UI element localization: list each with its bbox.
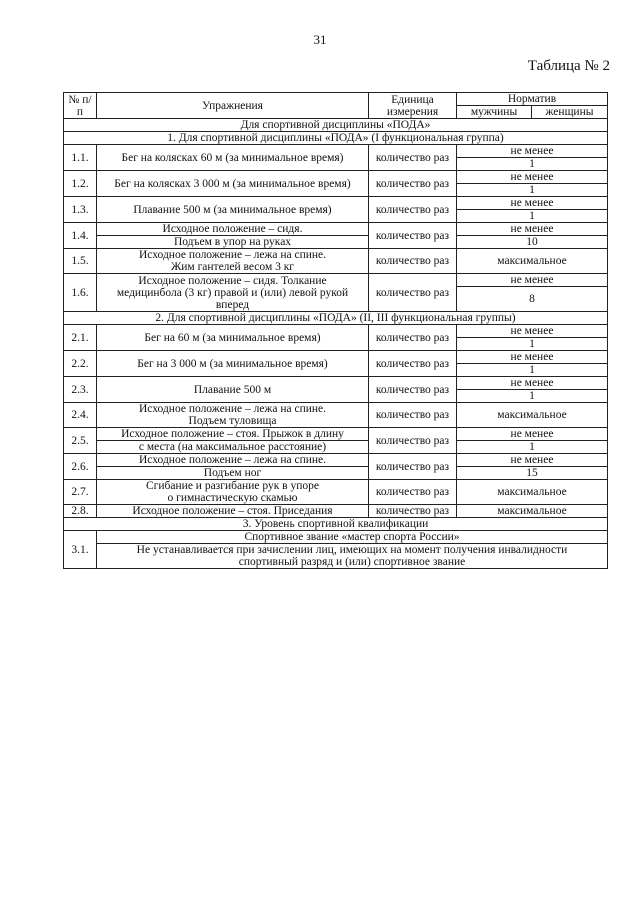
rank-note-line: спортивный разряд и (или) спортивное звание <box>238 556 466 568</box>
row-number: 1.3. <box>64 197 97 223</box>
row-number: 2.2. <box>64 351 97 377</box>
unit-cell: количество раз <box>369 377 457 403</box>
norm-value: 1 <box>457 184 608 197</box>
row-number: 1.2. <box>64 171 97 197</box>
unit-cell: количество раз <box>369 454 457 480</box>
row-number: 2.5. <box>64 428 97 454</box>
table-caption: Таблица № 2 <box>527 58 610 74</box>
unit-cell: количество раз <box>369 223 457 249</box>
norm-value: 8 <box>457 287 608 312</box>
exercise-line: вперед <box>215 298 250 311</box>
rank-note-line: Не устанавливается при зачислении лиц, имеющих на момент получения инвалидности <box>136 544 568 556</box>
norm-label: не менее <box>457 428 608 441</box>
norm-max: максимальное <box>457 403 608 428</box>
unit-cell: количество раз <box>369 480 457 505</box>
exercise-line: Исходное положение – лежа на спине. <box>138 403 327 415</box>
exercise-line: Исходное положение – сидя. Толкание <box>138 274 327 287</box>
page-number: 31 <box>313 32 327 47</box>
exercise-cell <box>97 274 369 312</box>
exercise-cell: Бег на 60 м (за минимальное время) <box>97 325 369 351</box>
norm-value: 1 <box>457 210 608 223</box>
exercise-line: Сгибание и разгибание рук в упоре <box>146 480 319 492</box>
norm-value: 1 <box>457 338 608 351</box>
exercise-line: медицинбола (3 кг) правой и (или) левой рукой <box>116 286 349 299</box>
norm-label: не менее <box>457 325 608 338</box>
exercise-cell: Бег на колясках 3 000 м (за минимальное время) <box>97 171 369 197</box>
row-number: 2.1. <box>64 325 97 351</box>
norm-max: максимальное <box>457 249 608 274</box>
row-number: 1.4. <box>64 223 97 249</box>
header-num: № п/п <box>64 93 97 119</box>
unit-cell: количество раз <box>369 145 457 171</box>
unit-cell: количество раз <box>369 403 457 428</box>
norm-value: 1 <box>457 441 608 454</box>
section-2-title: 2. Для спортивной дисциплины «ПОДА» (II, III функциональная группы) <box>64 312 608 325</box>
exercise-line: Исходное положение – лежа на спине. <box>97 454 369 467</box>
row-number: 2.3. <box>64 377 97 403</box>
exercise-line: Подъем ног <box>97 467 369 480</box>
unit-cell: количество раз <box>369 505 457 518</box>
unit-cell: количество раз <box>369 249 457 274</box>
norm-value: 15 <box>457 467 608 480</box>
norm-label: не менее <box>457 171 608 184</box>
row-number: 2.6. <box>64 454 97 480</box>
exercise-cell: Бег на колясках 60 м (за минимальное время) <box>97 145 369 171</box>
norm-max: максимальное <box>457 480 608 505</box>
exercise-line: Жим гантелей весом 3 кг <box>170 261 295 273</box>
exercise-cell: Плавание 500 м <box>97 377 369 403</box>
header-unit: Единица измерения <box>369 93 457 119</box>
norm-label: не менее <box>457 223 608 236</box>
norm-max: максимальное <box>457 505 608 518</box>
standards-table <box>63 92 608 569</box>
header-norm: Норматив <box>457 93 608 106</box>
norm-label: не менее <box>457 145 608 158</box>
exercise-cell: Плавание 500 м (за минимальное время) <box>97 197 369 223</box>
unit-cell: количество раз <box>369 428 457 454</box>
exercise-cell <box>97 249 369 274</box>
unit-cell: количество раз <box>369 171 457 197</box>
exercise-line: Подъем в упор на руках <box>97 236 369 249</box>
norm-value: 1 <box>457 364 608 377</box>
norm-value: 1 <box>457 390 608 403</box>
exercise-cell: Бег на 3 000 м (за минимальное время) <box>97 351 369 377</box>
norm-value: 1 <box>457 158 608 171</box>
section-3-title: 3. Уровень спортивной квалификации <box>64 518 608 531</box>
header-exercise: Упражнения <box>97 93 369 119</box>
discipline-title: Для спортивной дисциплины «ПОДА» <box>64 119 608 132</box>
exercise-line: Подъем туловища <box>188 415 277 427</box>
exercise-line: с места (на максимальное расстояние) <box>97 441 369 454</box>
row-number: 1.5. <box>64 249 97 274</box>
rank-note <box>97 544 608 569</box>
row-number: 2.8. <box>64 505 97 518</box>
exercise-cell <box>97 403 369 428</box>
unit-cell: количество раз <box>369 351 457 377</box>
header-men: мужчины <box>457 106 532 119</box>
row-number: 1.6. <box>64 274 97 312</box>
unit-cell: количество раз <box>369 274 457 312</box>
exercise-cell <box>97 480 369 505</box>
row-number: 1.1. <box>64 145 97 171</box>
norm-label: не менее <box>457 197 608 210</box>
norm-label: не менее <box>457 274 608 287</box>
norm-value: 10 <box>457 236 608 249</box>
unit-cell: количество раз <box>369 197 457 223</box>
norm-label: не менее <box>457 377 608 390</box>
section-1-title: 1. Для спортивной дисциплины «ПОДА» (I функциональная группа) <box>64 132 608 145</box>
row-number: 2.7. <box>64 480 97 505</box>
header-women: женщины <box>532 106 608 119</box>
rank-title: Спортивное звание «мастер спорта России» <box>97 531 608 544</box>
exercise-line: Исходное положение – стоя. Прыжок в длину <box>97 428 369 441</box>
exercise-line: о гимнастическую скамью <box>167 492 298 504</box>
exercise-line: Исходное положение – лежа на спине. <box>138 249 327 261</box>
exercise-cell: Исходное положение – стоя. Приседания <box>97 505 369 518</box>
norm-label: не менее <box>457 454 608 467</box>
row-number: 2.4. <box>64 403 97 428</box>
exercise-line: Исходное положение – сидя. <box>97 223 369 236</box>
norm-label: не менее <box>457 351 608 364</box>
row-number: 3.1. <box>64 531 97 569</box>
unit-cell: количество раз <box>369 325 457 351</box>
